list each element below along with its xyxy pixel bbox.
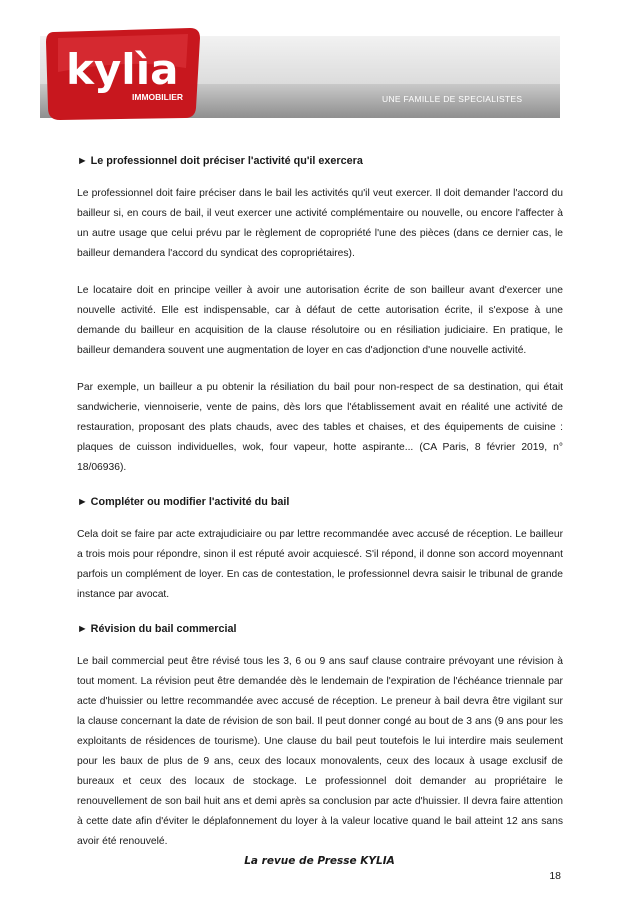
- page-number: 18: [549, 870, 561, 882]
- section-activite: [77, 154, 563, 478]
- paragraph: Par exemple, un bailleur a pu obtenir la résiliation du bail pour non-respect de sa destination, qui était sandwicherie, viennoiserie, vente de pains, dès lors que l'établissement avait en réalité une activité de restauration, proposant des plats chauds, avec des tables et chaises, et des équipements de cuisine : plaques de cuisson individuelles, wok, four vapeur, hotte aspirante... (CA Paris, 8 février 2019, n° 18/06936).: [77, 382, 563, 473]
- section-heading: ► Le professionnel doit préciser l'activité qu'il exercera: [77, 155, 363, 167]
- tagline: UNE FAMILLE DE SPECIALISTES: [382, 94, 523, 104]
- section-revision: [77, 622, 563, 852]
- logo-text: kylìa: [66, 45, 179, 94]
- paragraph: Le professionnel doit faire préciser dans le bail les activités qu'il veut exercer. Il doit demander l'accord du bailleur si, en cours de bail, il veut exercer une activité complémentaire ou nouvelle, ou encore l'affecter à un autre usage que celui prévu par le règlement de copropriété l'une des pièces (dans ce dernier cas, le bailleur demandera l'accord du syndicat des copropriétaires).: [77, 188, 563, 259]
- paragraph: Le locataire doit en principe veiller à avoir une autorisation écrite de son bailleur avant d'exercer une nouvelle activité. Elle est indispensable, car à défaut de cette autorisation écrite, il s'expose à une demande du bailleur en acquisition de la clause résolutoire ou en résiliation judiciaire. En pratique, le bailleur demandera souvent une augmentation de loyer en cas d'adjonction d'une nouvelle activité.: [77, 285, 563, 356]
- section-completer: [77, 495, 563, 605]
- header-banner: [40, 28, 560, 120]
- footer-title: La revue de Presse KYLIA: [244, 855, 395, 867]
- paragraph: Cela doit se faire par acte extrajudiciaire ou par lettre recommandée avec accusé de réception. Le bailleur a trois mois pour répondre, sinon il est réputé avoir acquiescé. S'il répond, il donne son accord moyennant parfois un complément de loyer. En cas de contestation, le professionnel devra saisir le tribunal de grande instance par avocat.: [77, 529, 563, 600]
- logo-subtitle: IMMOBILIER: [132, 92, 183, 102]
- section-heading: ► Révision du bail commercial: [77, 623, 237, 635]
- section-heading: ► Compléter ou modifier l'activité du bail: [77, 496, 290, 508]
- banner-graphic: [40, 28, 560, 120]
- paragraph: Le bail commercial peut être révisé tous les 3, 6 ou 9 ans sauf clause contraire prévoyant une révision à tout moment. La révision peut être demandée dès le lendemain de l'expiration de l'échéance triennale par acte d'huissier ou lettre recommandée avec accusé de réception. Le preneur à bail devra être vigilant sur la clause concernant la date de révision de son bail. Il peut donner congé au bout de 3 ans (9 ans pour les exploitants de résidences de tourisme). Une clause du bail peut toutefois le lui interdire mais seulement pour les baux de plus de 9 ans, ceux des locaux monovalents, ceux des locaux à usage exclusif de bureaux et ceux des locaux de stockage. Le professionnel doit demander au propriétaire le renouvellement de son bail huit ans et demi après sa conclusion par acte d'huissier. Il devra faire attention à cette date afin d'éviter le déplafonnement du loyer à la valeur locative quand le bail atteint 12 ans sans avoir été renouvelé.: [77, 656, 563, 847]
- article-body: [77, 154, 563, 869]
